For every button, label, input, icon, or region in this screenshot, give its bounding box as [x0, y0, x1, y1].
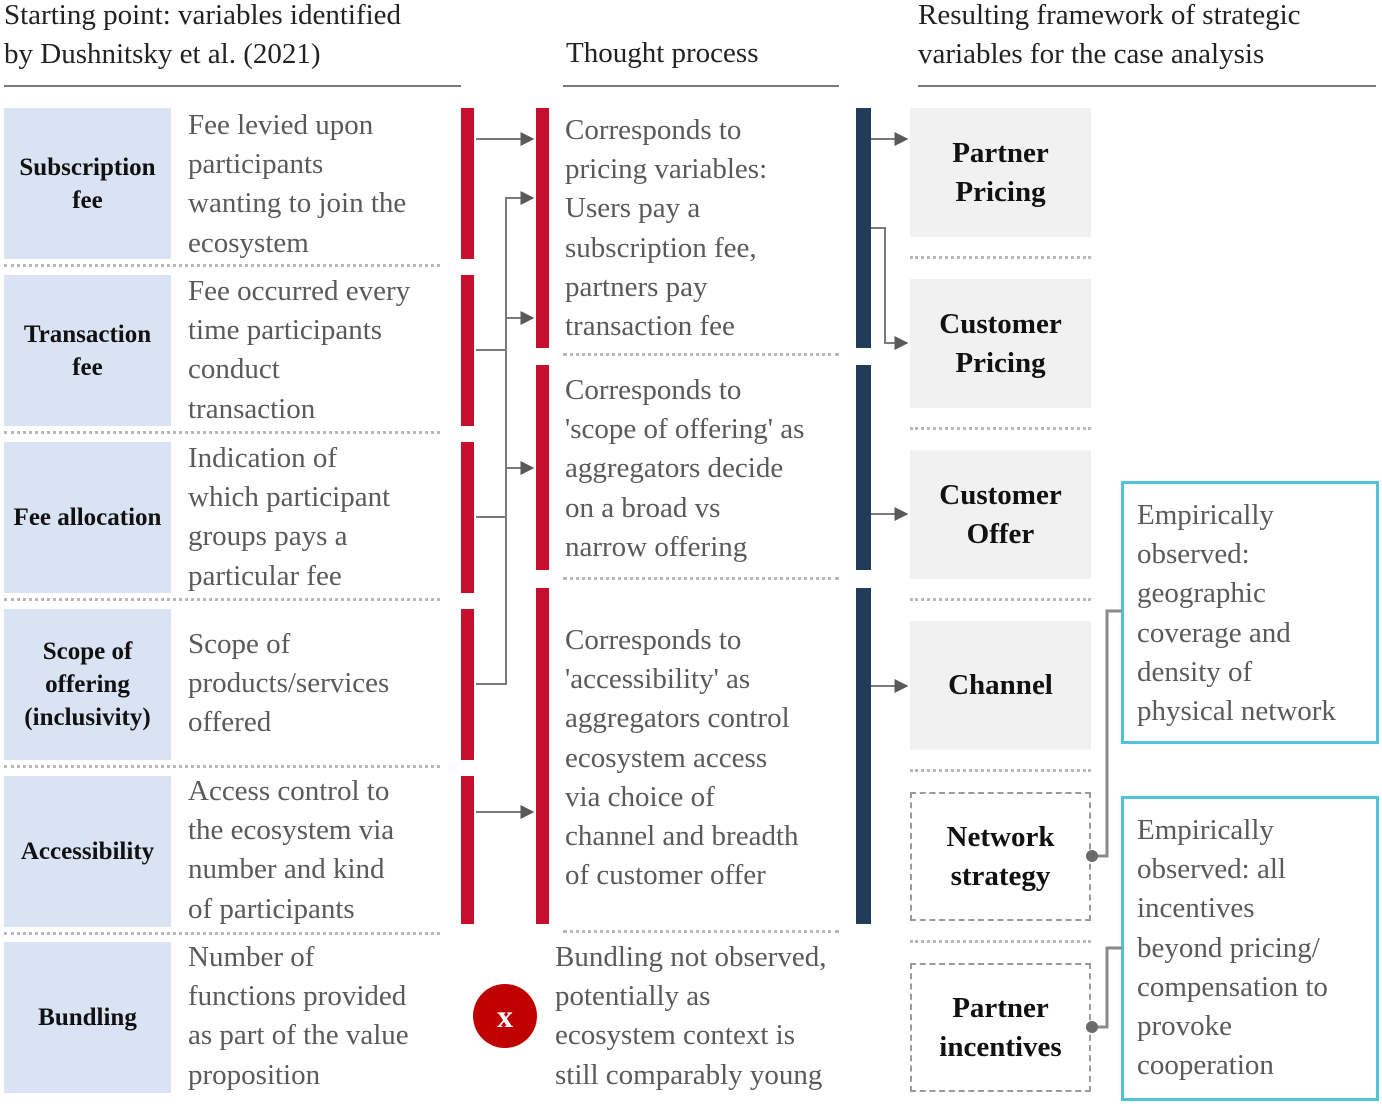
- bundling-note: Bundling not observed, potentially as ecosystem context is still comparably young: [555, 941, 827, 1091]
- observation-incentives: Empirically observed: all incentives beyond pricing/ compensation to provoke cooperation: [1121, 796, 1379, 1101]
- output-customer-offer: Customer Offer: [910, 450, 1091, 579]
- output-partner-incentives: Partner incentives: [910, 963, 1091, 1092]
- variable-label-bundling: Bundling: [4, 942, 171, 1093]
- connector-dot: [1086, 850, 1098, 862]
- variable-label-scope-of-offering: Scope of offering (inclusivity): [4, 609, 171, 760]
- connector-fee-allocation: [476, 350, 506, 517]
- thought-scope: Corresponds to 'scope of offering' as aggregators decide on a broad vs narrow offering: [565, 374, 805, 563]
- variable-description: Access control to the ecosystem via number and kind of participants: [188, 775, 395, 925]
- not-observed-x-icon: x: [473, 984, 537, 1048]
- variable-description: Scope of products/services offered: [188, 628, 390, 739]
- connector-dot: [1086, 1021, 1098, 1033]
- connector-network-observation: [1093, 611, 1122, 856]
- header-line: Resulting framework of strategic: [918, 0, 1301, 31]
- variable-description: Fee occurred every time participants conduct transaction: [188, 275, 411, 425]
- output-channel: Channel: [910, 621, 1091, 750]
- header-line: variables for the case analysis: [918, 38, 1265, 70]
- variable-label-accessibility: Accessibility: [4, 776, 171, 927]
- connector-scope: [476, 517, 506, 684]
- observation-network: Empirically observed: geographic coverage and density of physical network: [1121, 481, 1379, 744]
- header-line: Thought process: [566, 37, 759, 69]
- thought-pricing: Corresponds to pricing variables: Users pay a subscription fee, partners pay transaction fee: [565, 114, 768, 343]
- variable-description: Number of functions provided as part of the value proposition: [188, 941, 409, 1091]
- output-network-strategy: Network strategy: [910, 792, 1091, 921]
- variable-description: Indication of which participant groups pays a particular fee: [188, 442, 391, 592]
- header-line: Starting point: variables identified: [4, 0, 402, 31]
- arrow-transaction-to-pricing: [476, 198, 533, 350]
- variable-label-fee-allocation: Fee allocation: [4, 442, 171, 593]
- header-line: by Dushnitsky et al. (2021): [4, 38, 321, 70]
- variable-label-transaction-fee: Transaction fee: [4, 275, 171, 426]
- connector-incentives-observation: [1093, 948, 1122, 1027]
- variable-label-subscription-fee: Subscription fee: [4, 108, 171, 259]
- thought-accessibility: Corresponds to 'accessibility' as aggregators control ecosystem access via choice of channel and breadth of customer offer: [565, 624, 799, 892]
- arrow-to-customer-pricing: [871, 228, 907, 343]
- variable-description: Fee levied upon participants wanting to join the ecosystem: [188, 109, 407, 259]
- output-customer-pricing: Customer Pricing: [910, 279, 1091, 408]
- output-partner-pricing: Partner Pricing: [910, 108, 1091, 237]
